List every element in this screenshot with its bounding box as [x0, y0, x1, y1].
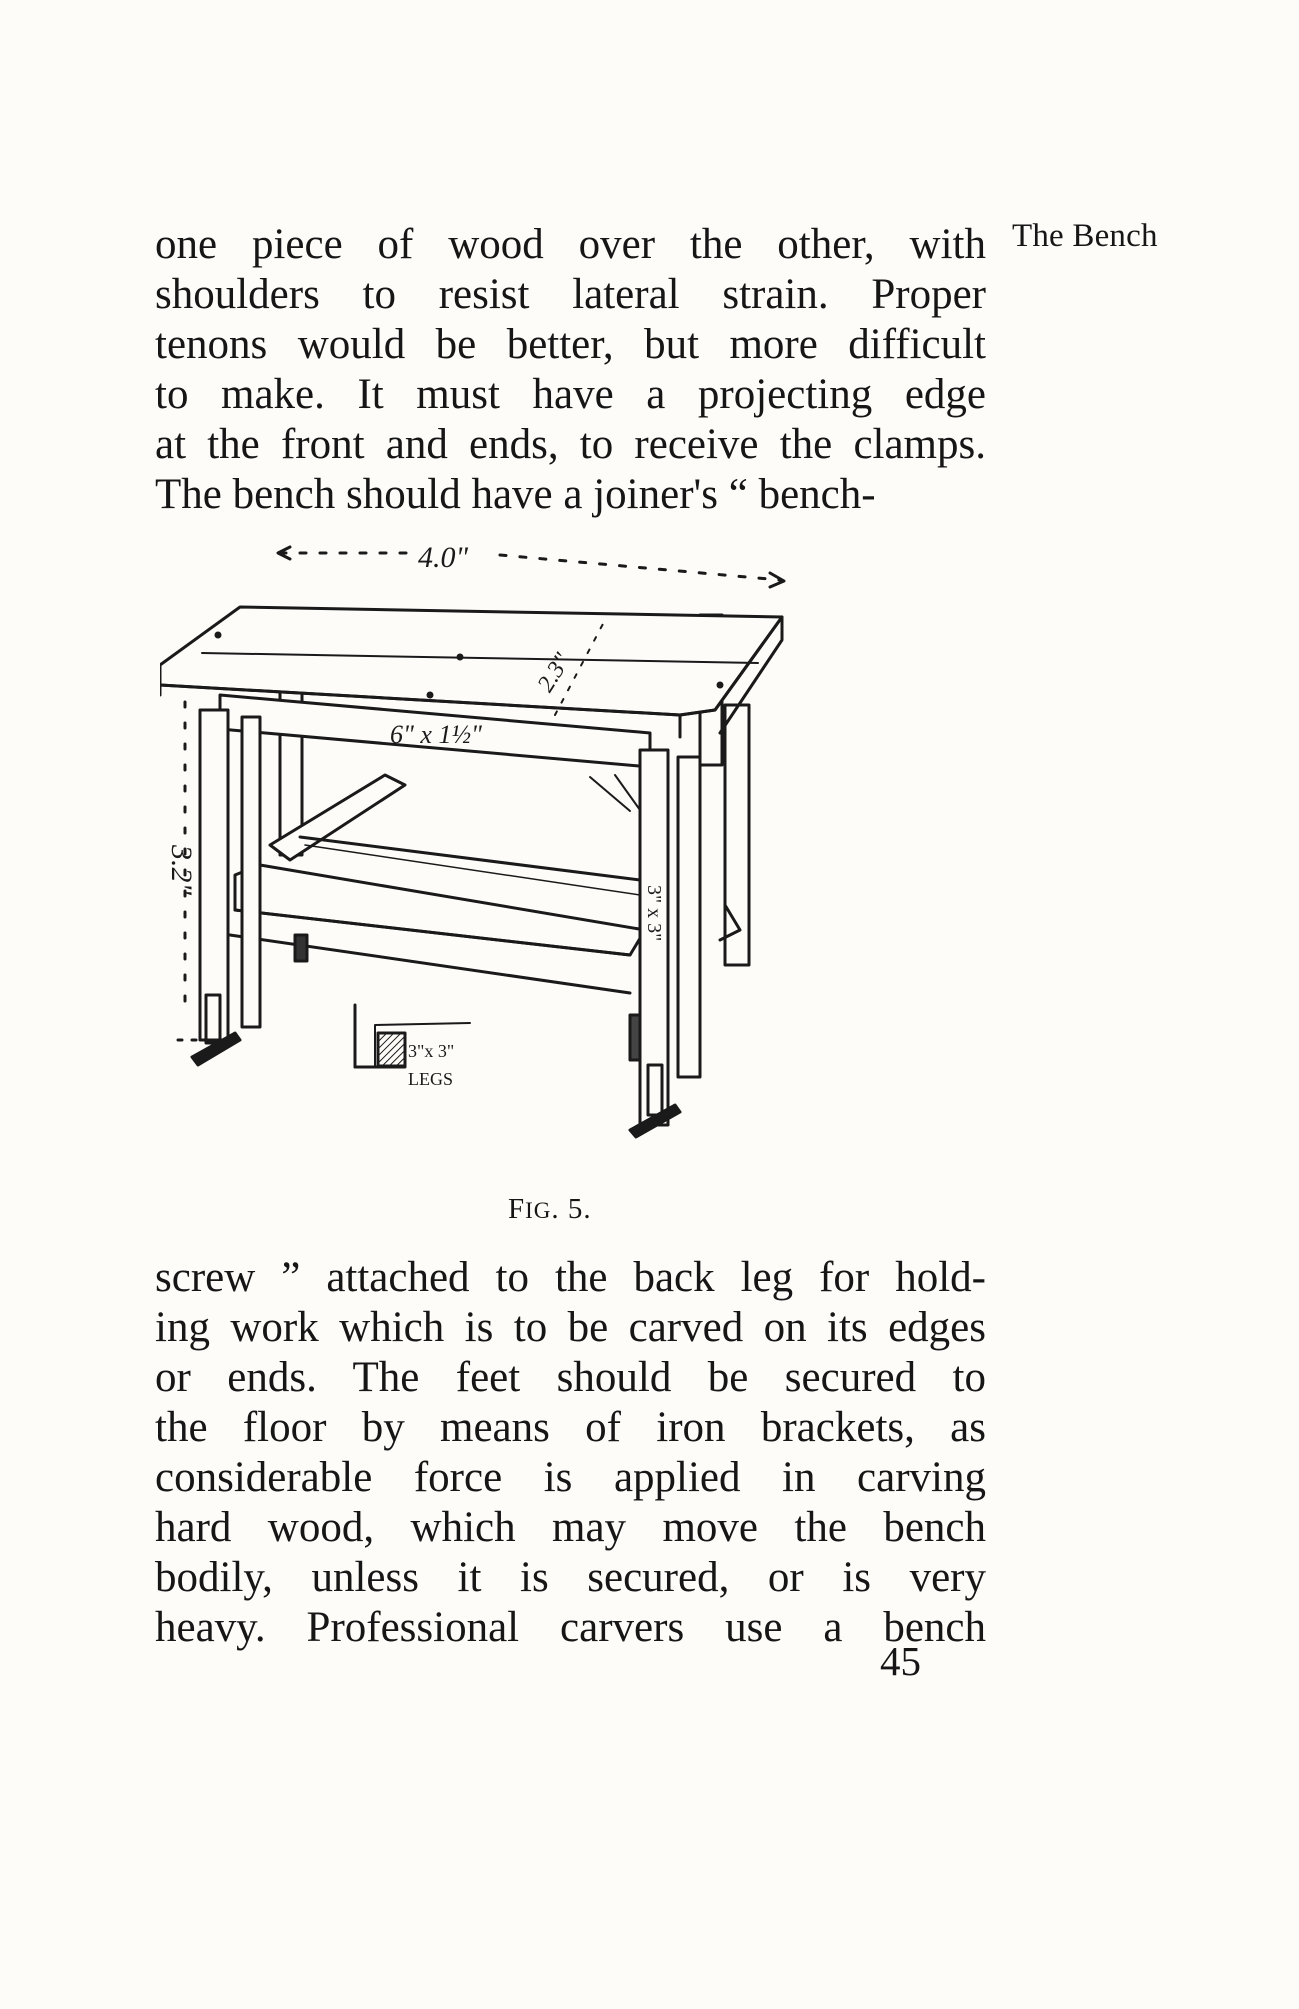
foot-brackets [192, 995, 680, 1137]
text-line: bodily, unless it is secured, or is very [155, 1554, 986, 1601]
text-line: The bench should have a joiner's “ bench- [155, 471, 876, 518]
paragraph-top [155, 220, 986, 520]
caption-prefix: F [508, 1193, 526, 1225]
text-line: screw ” attached to the back leg for hold- [155, 1254, 986, 1301]
top-board-label: 6" x 1½" [390, 720, 482, 749]
height-label: 3.2" [165, 845, 198, 896]
caption-smallcaps: IG [525, 1198, 552, 1223]
bench-illustration [160, 545, 1010, 1195]
text-line: shoulders to resist lateral strain. Proper [155, 271, 986, 318]
figure-caption [508, 1193, 592, 1226]
text-line: the floor by means of iron brackets, as [155, 1404, 986, 1451]
length-dimension [278, 545, 784, 587]
text-line: ing work which is to be carved on its edges [155, 1304, 986, 1351]
caption-number: . 5. [551, 1193, 592, 1225]
inset-size-label: 3"x 3" [408, 1041, 455, 1061]
text-line: considerable force is applied in carving [155, 1454, 986, 1501]
text-line: or ends. The feet should be secured to [155, 1354, 986, 1401]
text-line: hard wood, which may move the bench [155, 1504, 986, 1551]
running-sidenote: The Bench [1012, 218, 1158, 254]
text-line: one piece of wood over the other, with [155, 221, 986, 268]
leg-size-label: 3" x 3" [643, 885, 665, 942]
shelf-end-block [295, 935, 307, 961]
width-label: 2.3" [532, 648, 577, 697]
diagonal-brace [270, 775, 655, 860]
leg-section-inset [355, 1005, 470, 1089]
text-line: heavy. Professional carvers use a bench [155, 1604, 986, 1651]
text-line: to make. It must have a projecting edge [155, 371, 986, 418]
text-line: tenons would be better, but more difficult [155, 321, 986, 368]
inset-legs-label: LEGS [408, 1069, 453, 1089]
page-number: 45 [880, 1638, 921, 1684]
paragraph-bottom [155, 1253, 986, 1653]
length-label: 4.0" [418, 545, 469, 574]
text-line: at the front and ends, to receive the clamps. [155, 421, 986, 468]
